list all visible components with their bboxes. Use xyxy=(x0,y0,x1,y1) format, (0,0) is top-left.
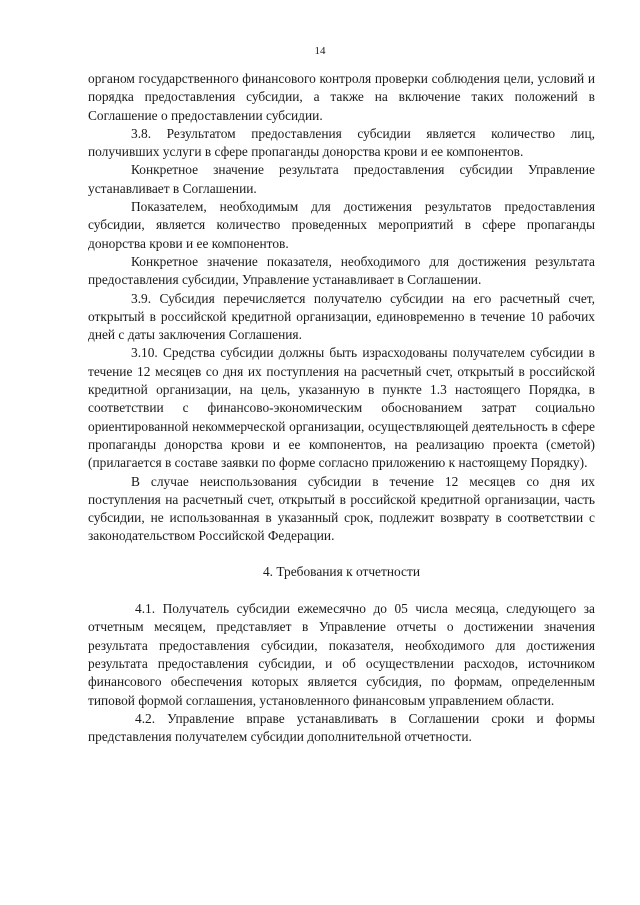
section-heading: 4. Требования к отчетности xyxy=(262,563,421,579)
paragraph-3-10: 3.10. Средства субсидии должны быть израсходованы получателем субсидии в течение 12 месяцев со дня их поступления на расчетный счет, открытый в российской кредитной организации, на цель, указанную в пункте 1.3 настоящего Порядка, в соответствии с финансово-экономическим обоснованием затрат социально ориентированной некоммерческой организации, осуществляющей деятельность в сфере пропаганды донорства крови и ее компонентов, на реализацию проекта (сметой) (прилагается в составе заявки по форме согласно приложению к настоящему Порядку). xyxy=(88,345,595,471)
page-number: 14 xyxy=(314,45,326,57)
paragraph-3-8: 3.8. Результатом предоставления субсидии является количество лиц, получивших услуги в сфере пропаганды донорства крови и ее компонентов. xyxy=(88,125,595,160)
document-body xyxy=(88,70,595,746)
paragraph-3-9: 3.9. Субсидия перечисляется получателю субсидии на его расчетный счет, открытый в российской кредитной организации, единовременно в течение 10 рабочих дней с даты заключения Соглашения. xyxy=(88,290,595,343)
paragraph-indicator: Показателем, необходимым для достижения результатов предоставления субсидии, является количество проведенных мероприятий в сфере пропаганды донорства крови и ее компонентов. xyxy=(88,199,595,251)
paragraph-unused-subsidy: В случае неиспользования субсидии в течение 12 месяцев со дня их поступления на расчетный счет, открытый в российской кредитной организации, часть субсидии, не использованная в указанный срок, подлежит возврату в соответствии с законодательством Российской Федерации. xyxy=(88,473,595,544)
paragraph-4-1: 4.1. Получатель субсидии ежемесячно до 05 числа месяца, следующего за отчетным месяцем, представляет в Управление отчеты о достижении значения результата предоставления субсидии, показателя, необходимого для достижения результата предоставления субсидии, и об осуществлении расходов, источником финансового обеспечения которых является субсидия, по формам, определенным типовой формой соглашения, установленного финансовым управлением области. xyxy=(88,601,595,708)
paragraph-4-2: 4.2. Управление вправе устанавливать в Соглашении сроки и формы представления получателем субсидии дополнительной отчетности. xyxy=(88,710,595,745)
paragraph-indicator-value: Конкретное значение показателя, необходимого для достижения результата предоставления субсидии, Управление устанавливает в Соглашении. xyxy=(88,253,595,288)
paragraph-continuation: органом государственного финансового контроля проверки соблюдения цели, условий и порядка предоставления субсидии, а также на включение таких положений в Соглашение о предоставлении субсидии. xyxy=(88,71,595,123)
paragraph-result-value: Конкретное значение результата предоставления субсидии Управление устанавливает в Соглашении. xyxy=(88,162,595,196)
